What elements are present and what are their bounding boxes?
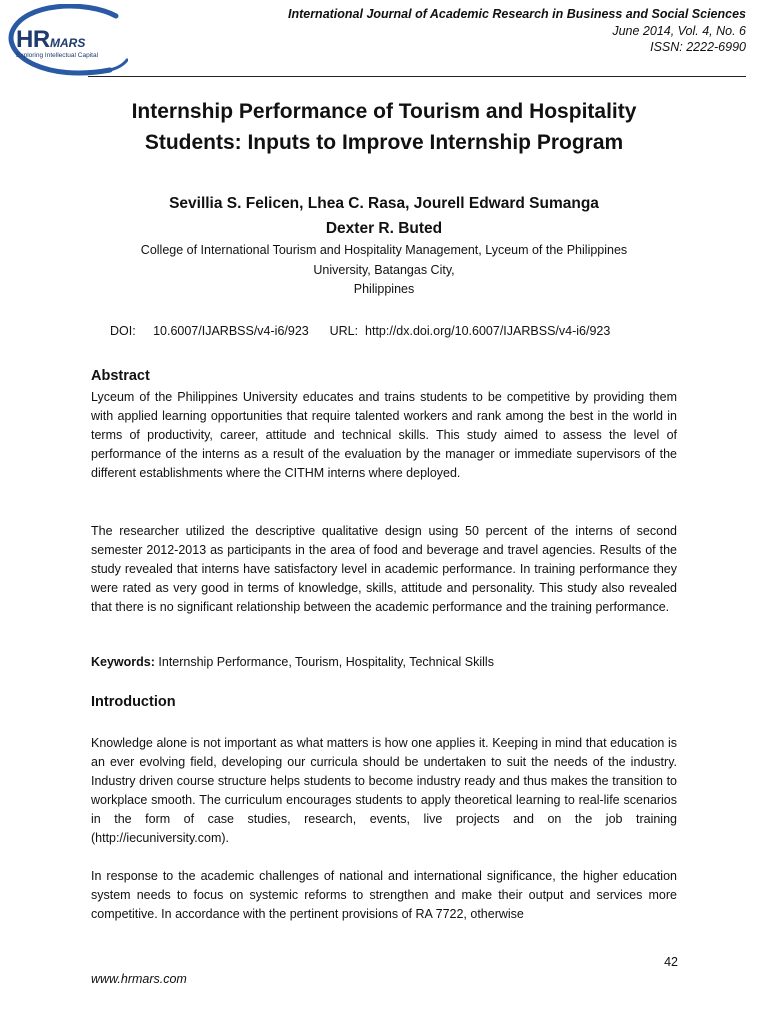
logo-tagline: Exploring Intellectual Capital xyxy=(16,52,99,59)
abstract-paragraph-1: Lyceum of the Philippines University educates and trains students to be competitive by providing them with applied learning opportunities that require talented workers and rank among the best in the world in terms of productivity, career, attitude and technical skills. This study aimed to assess the level of performance of the interns as a result of the evaluation by the manager or immediate supervisors of the different establishments where the CITHM interns where deployed. xyxy=(91,390,677,480)
paper-authors xyxy=(90,191,678,241)
journal-issue: June 2014, Vol. 4, No. 6 xyxy=(612,23,746,38)
abstract-heading: Abstract xyxy=(91,368,150,384)
footer-website[interactable]: www.hrmars.com xyxy=(91,972,187,986)
keywords xyxy=(91,655,494,669)
journal-title: International Journal of Academic Research in Business and Social Sciences xyxy=(287,7,746,21)
paper-title xyxy=(90,96,678,158)
keywords-text: Internship Performance, Tourism, Hospitality, Technical Skills xyxy=(158,655,494,669)
url-label: URL: xyxy=(329,324,359,338)
doi-label: DOI: xyxy=(110,324,136,338)
introduction-paragraph-2: In response to the academic challenges of national and international significance, the higher education system needs to focus on systemic reforms to strengthen and make their output and services more competitive. In accordance with the pertinent provisions of RA 7722, otherwise xyxy=(91,869,677,921)
doi-line xyxy=(110,324,610,338)
introduction-heading: Introduction xyxy=(91,694,176,710)
header-rule xyxy=(88,76,746,77)
authors-line-1: Sevillia S. Felicen, Lhea C. Rasa, Jourell Edward Sumanga xyxy=(169,195,599,212)
journal-issn: ISSN: 2222-6990 xyxy=(650,40,746,54)
title-line-2: Students: Inputs to Improve Internship Program xyxy=(144,131,624,154)
keywords-label: Keywords: xyxy=(91,655,155,669)
page-number: 42 xyxy=(664,955,678,969)
authors-line-2: Dexter R. Buted xyxy=(325,220,443,237)
doi-value[interactable]: 10.6007/IJARBSS/v4-i6/923 xyxy=(153,324,309,338)
abstract-paragraph-2: The researcher utilized the descriptive qualitative design using 50 percent of the interns of second semester 2012-2013 as participants in the area of food and beverage and travel agencies. Results of the study revealed that interns have satisfactory level in academic performance. In training performance they were rated as very good in terms of knowledge, skills, attitude and personality. This study also revealed that there is no significant relationship between the academic performance and the training performance. xyxy=(91,524,677,614)
journal-header xyxy=(288,6,746,56)
logo-mars-text: MARS xyxy=(50,36,86,50)
affil-line-2: University, Batangas City, xyxy=(313,262,455,277)
affil-line-3: Philippines xyxy=(353,282,415,296)
logo-hr-text: HR xyxy=(16,26,50,53)
title-line-1: Internship Performance of Tourism and Hospitality xyxy=(131,100,637,123)
url-link[interactable]: http://dx.doi.org/10.6007/IJARBSS/v4-i6/923 xyxy=(365,324,611,338)
hrmars-logo xyxy=(6,4,128,80)
affiliation xyxy=(90,241,678,300)
introduction-paragraph-1: Knowledge alone is not important as what matters is how one applies it. Keeping in mind that education is an ever evolving field, developing our curricula should be undertaken to suit the needs of the industry. Industry driven course structure helps students to become industry ready and thus makes the transition to workplace smooth. The curriculum encourages students to apply theoretical learning to real-life scenarios in the form of case studies, research, events, live projects and on the job training (http://iecuniversity.com). xyxy=(91,736,677,845)
affil-line-1: College of International Tourism and Hospitality Management, Lyceum of the Philippines xyxy=(140,243,628,257)
